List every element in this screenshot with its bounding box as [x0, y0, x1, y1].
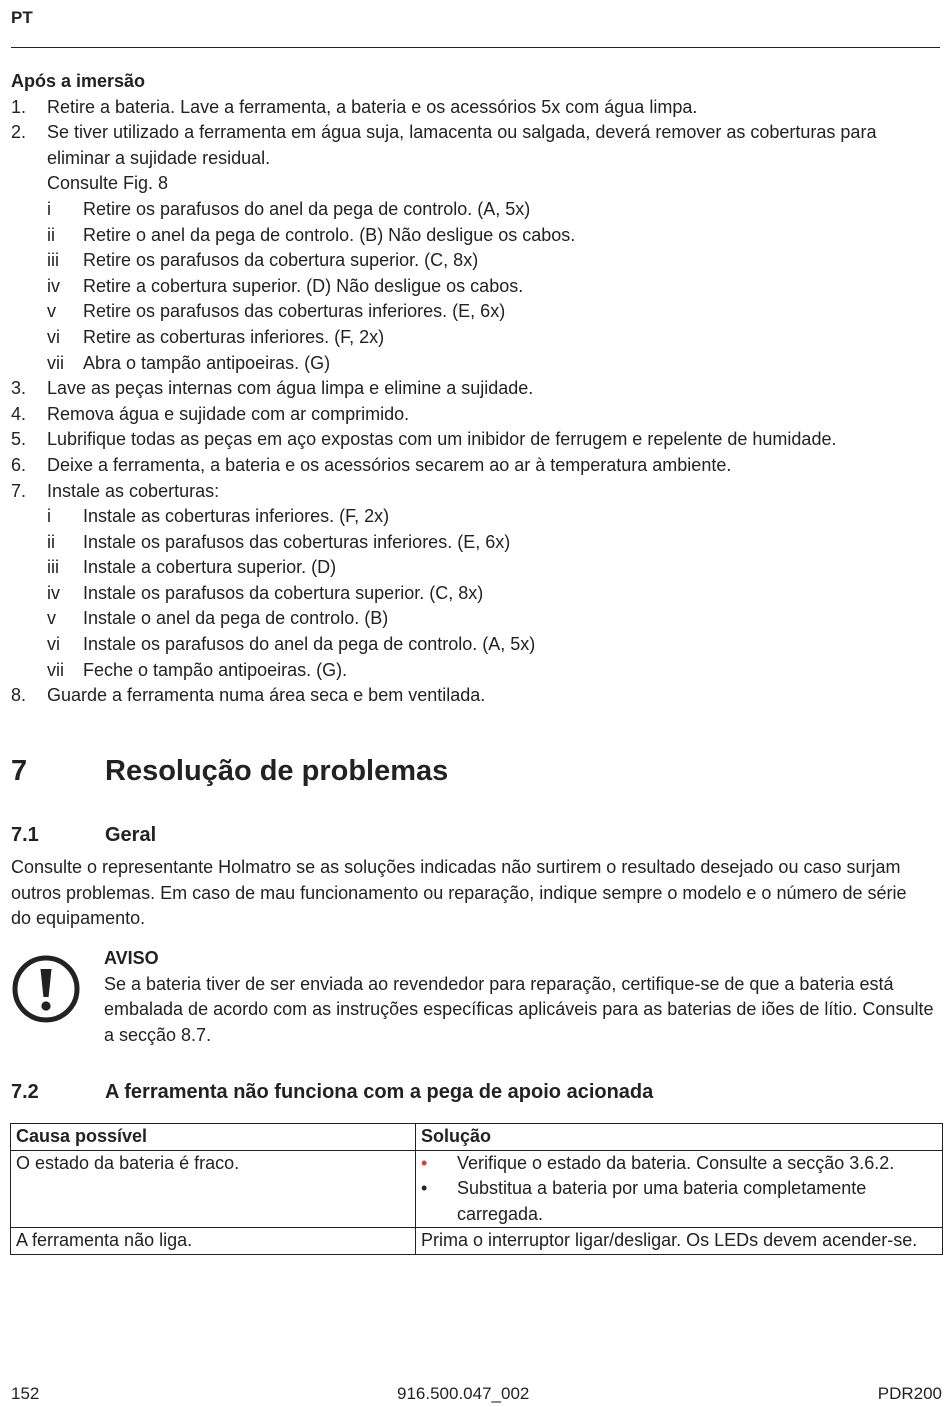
- substep-text: Instale os parafusos da cobertura superior. (C, 8x): [83, 582, 484, 603]
- substep-text: Feche o tampão antipoeiras. (G).: [83, 659, 348, 680]
- substep-item: [47, 274, 943, 300]
- substep-item: [47, 325, 943, 351]
- section-title: Geral: [105, 824, 157, 846]
- step-item: [11, 95, 943, 121]
- bullet-text: Substitua a bateria por uma bateria completamente carregada.: [457, 1178, 867, 1224]
- substep-item: [47, 351, 943, 377]
- substep-item: [47, 504, 943, 530]
- step-text: Instale as coberturas:: [47, 480, 220, 501]
- after-immersion-section: [11, 69, 943, 709]
- section-number: 7.1: [11, 824, 39, 846]
- substep-text: Instale os parafusos das coberturas inferiores. (E, 6x): [83, 531, 511, 552]
- substep-number: vii: [47, 352, 64, 373]
- solution-cell: Prima o interruptor ligar/desligar. Os LEDs devem acender-se.: [416, 1228, 943, 1255]
- substep-number: iii: [47, 250, 59, 271]
- substep-list: [47, 197, 943, 376]
- step-item: [11, 683, 943, 709]
- substep-text: Retire a cobertura superior. (D) Não desligue os cabos.: [83, 275, 524, 296]
- substep-item: [47, 530, 943, 556]
- step-number: 7.: [11, 480, 27, 501]
- table-row: [11, 1150, 943, 1228]
- header-rule: [11, 47, 940, 48]
- notice-title: AVISO: [104, 948, 159, 968]
- document-number: 916.500.047_002: [397, 1384, 530, 1403]
- step-text: Guarde a ferramenta numa área seca e bem ventilada.: [47, 685, 486, 706]
- substep-list: [47, 504, 943, 683]
- bullet-marker: •: [421, 1152, 428, 1173]
- step-item: [11, 479, 943, 684]
- section-7-2-heading: [11, 1079, 653, 1105]
- substep-item: [47, 606, 943, 632]
- after-immersion-title: Após a imersão: [11, 71, 146, 91]
- substep-text: Instale os parafusos do anel da pega de controlo. (A, 5x): [83, 634, 536, 655]
- substep-item: [47, 299, 943, 325]
- step-text: Remova água e sujidade com ar comprimido.: [47, 403, 410, 424]
- substep-item: [47, 581, 943, 607]
- cause-cell: O estado da bateria é fraco.: [11, 1150, 416, 1228]
- step-item: [11, 120, 943, 376]
- exclamation-circle-icon: [11, 954, 81, 1024]
- step-number: 1.: [11, 96, 27, 117]
- substep-number: vi: [47, 634, 60, 655]
- notice-box: [104, 946, 934, 1048]
- step-item: [11, 402, 943, 428]
- model-name: PDR200: [877, 1384, 942, 1403]
- substep-text: Instale as coberturas inferiores. (F, 2x): [83, 506, 390, 527]
- substep-number: vi: [47, 326, 60, 347]
- substep-text: Retire os parafusos da cobertura superior. (C, 8x): [83, 250, 479, 271]
- substep-number: vii: [47, 659, 64, 680]
- substep-text: Abra o tampão antipoeiras. (G): [83, 352, 331, 373]
- substep-number: iv: [47, 582, 60, 603]
- substep-item: [47, 555, 943, 581]
- section-7-1-heading: [11, 822, 156, 848]
- step-text: Deixe a ferramenta, a bateria e os acessórios secarem ao ar à temperatura ambiente.: [47, 454, 732, 475]
- step-text: Se tiver utilizado a ferramenta em água suja, lamacenta ou salgada, deverá remover as coberturas para eliminar a sujidade residual.: [47, 122, 877, 168]
- section-number: 7.2: [11, 1081, 39, 1103]
- section-number: 7: [11, 755, 28, 787]
- step-text: Retire a bateria. Lave a ferramenta, a bateria e os acessórios 5x com água limpa.: [47, 96, 698, 117]
- step-item: [11, 376, 943, 402]
- substep-number: iv: [47, 275, 60, 296]
- substep-number: i: [47, 506, 51, 527]
- substep-number: ii: [47, 224, 55, 245]
- bullet-marker: •: [421, 1178, 428, 1199]
- section-7-heading: [11, 752, 448, 790]
- section-title: A ferramenta não funciona com a pega de apoio acionada: [105, 1081, 654, 1103]
- step-number: 4.: [11, 403, 27, 424]
- step-item: [11, 427, 943, 453]
- header-cause: Causa possível: [11, 1124, 416, 1151]
- substep-number: v: [47, 301, 56, 322]
- step-text: Lubrifique todas as peças em aço expostas com um inibidor de ferrugem e repelente de humidade.: [47, 429, 837, 450]
- notice-text: Se a bateria tiver de ser enviada ao revendedor para reparação, certifique-se de que a bateria está embalada de acordo com as instruções específicas aplicáveis para as baterias de iões de lítio. Consulte a secção 8.7.: [104, 973, 934, 1045]
- substep-text: Retire os parafusos do anel da pega de controlo. (A, 5x): [83, 198, 531, 219]
- header-solution: Solução: [416, 1124, 943, 1151]
- substep-text: Instale a cobertura superior. (D): [83, 557, 337, 578]
- substep-text: Retire as coberturas inferiores. (F, 2x): [83, 326, 385, 347]
- bullet-text: Verifique o estado da bateria. Consulte a secção 3.6.2.: [457, 1152, 895, 1173]
- step-number: 3.: [11, 378, 27, 399]
- substep-number: v: [47, 608, 56, 629]
- troubleshooting-table: [10, 1123, 943, 1255]
- substep-item: [47, 658, 943, 684]
- figure-reference: Consulte Fig. 8: [47, 173, 169, 194]
- substep-number: ii: [47, 531, 55, 552]
- substep-number: i: [47, 198, 51, 219]
- section-title: Resolução de problemas: [105, 755, 449, 787]
- substep-text: Retire o anel da pega de controlo. (B) Não desligue os cabos.: [83, 224, 576, 245]
- substep-text: Retire os parafusos das coberturas inferiores. (E, 6x): [83, 301, 506, 322]
- step-number: 5.: [11, 429, 27, 450]
- step-text: Lave as peças internas com água limpa e elimine a sujidade.: [47, 378, 534, 399]
- substep-item: [47, 248, 943, 274]
- step-number: 8.: [11, 685, 27, 706]
- step-number: 6.: [11, 454, 27, 475]
- step-number: 2.: [11, 122, 27, 143]
- step-item: [11, 453, 943, 479]
- substep-item: [47, 223, 943, 249]
- language-code: PT: [11, 8, 33, 27]
- substep-item: [47, 197, 943, 223]
- solution-bullet: [421, 1151, 937, 1177]
- cause-cell: A ferramenta não liga.: [11, 1228, 416, 1255]
- substep-item: [47, 632, 943, 658]
- procedure-steps: [11, 95, 943, 709]
- substep-number: iii: [47, 557, 59, 578]
- table-header-row: [11, 1124, 943, 1151]
- solution-bullet: [421, 1176, 937, 1227]
- solution-cell: [416, 1150, 943, 1228]
- substep-text: Instale o anel da pega de controlo. (B): [83, 608, 389, 629]
- table-row: [11, 1228, 943, 1255]
- page-number: 152: [11, 1384, 40, 1403]
- general-paragraph: Consulte o representante Holmatro se as soluções indicadas não surtirem o resultado desejado ou caso surjam outros problemas. Em caso de mau funcionamento ou reparação, indique sempre o modelo e o número de série do equipamento.: [11, 857, 907, 929]
